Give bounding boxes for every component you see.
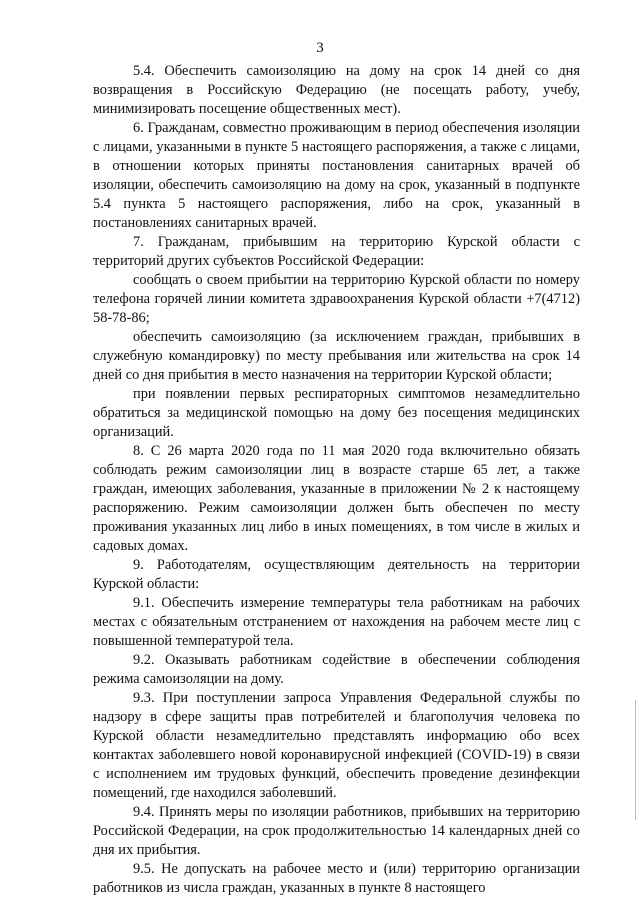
paragraph-9-4: 9.4. Принять меры по изоляции работников, прибывших на территорию Российской Федерации, на срок продолжительностью 14 календарных дней со дня их прибытия. xyxy=(93,804,580,858)
page-number: 3 xyxy=(316,40,324,56)
paragraph-5-4: 5.4. Обеспечить самоизоляцию на дому на срок 14 дней со дня возвращения в Российскую Федерацию (не посещать работу, учебу, минимизировать посещение общественных мест). xyxy=(93,63,580,117)
paragraph-7: 7. Гражданам, прибывшим на территорию Курской области с территорий других субъектов Российской Федерации: xyxy=(93,234,580,269)
paragraph-8: 8. С 26 марта 2020 года по 11 мая 2020 года включительно обязать соблюдать режим самоизоляции лиц в возрасте старше 65 лет, а также граждан, имеющих заболевания, указанные в приложении № 2 к настоящему распоряжению. Режим самоизоляции должен быть обеспечен по месту проживания указанных лиц либо в иных помещениях, в том числе в жилых и садовых домах. xyxy=(93,443,580,554)
scan-edge-mark xyxy=(635,700,636,820)
paragraph-9-1: 9.1. Обеспечить измерение температуры тела работникам на рабочих местах с обязательным отстранением от нахождения на рабочем месте лиц с повышенной температурой тела. xyxy=(93,595,580,649)
paragraph-9: 9. Работодателям, осуществляющим деятельность на территории Курской области: xyxy=(93,557,580,592)
paragraph-7-self-isolation: обеспечить самоизоляцию (за исключением граждан, прибывших в служебную командировку) по месту пребывания или жительства на срок 14 дней со дня прибытия в место назначения на территории Курской области; xyxy=(93,329,580,383)
paragraph-9-5: 9.5. Не допускать на рабочее место и (или) территорию организации работников из числа граждан, указанных в пункте 8 настоящего xyxy=(93,861,580,896)
document-body xyxy=(93,62,580,898)
paragraph-7-report-arrival: сообщать о своем прибытии на территорию Курской области по номеру телефона горячей линии комитета здравоохранения Курской области +7(4712) 58-78-86; xyxy=(93,272,580,326)
paragraph-9-2: 9.2. Оказывать работникам содействие в обеспечении соблюдения режима самоизоляции на дому. xyxy=(93,652,580,687)
paragraph-7-symptoms: при появлении первых респираторных симптомов незамедлительно обратиться за медицинской помощью на дому без посещения медицинских организаций. xyxy=(93,386,580,440)
paragraph-6: 6. Гражданам, совместно проживающим в период обеспечения изоляции с лицами, указанными в пункте 5 настоящего распоряжения, а также с лицами, в отношении которых приняты постановления санитарных врачей об изоляции, обеспечить самоизоляцию на дому на срок, указанный в подпункте 5.4 пункта 5 настоящего распоряжения, либо на срок, указанный в постановлениях санитарных врачей. xyxy=(93,120,580,231)
paragraph-9-3: 9.3. При поступлении запроса Управления Федеральной службы по надзору в сфере защиты прав потребителей и благополучия человека по Курской области незамедлительно представлять информацию обо всех контактах заболевшего новой коронавирусной инфекцией (COVID-19) в связи с исполнением им трудовых функций, обеспечить проведение дезинфекции помещений, где находился заболевший. xyxy=(93,690,580,801)
